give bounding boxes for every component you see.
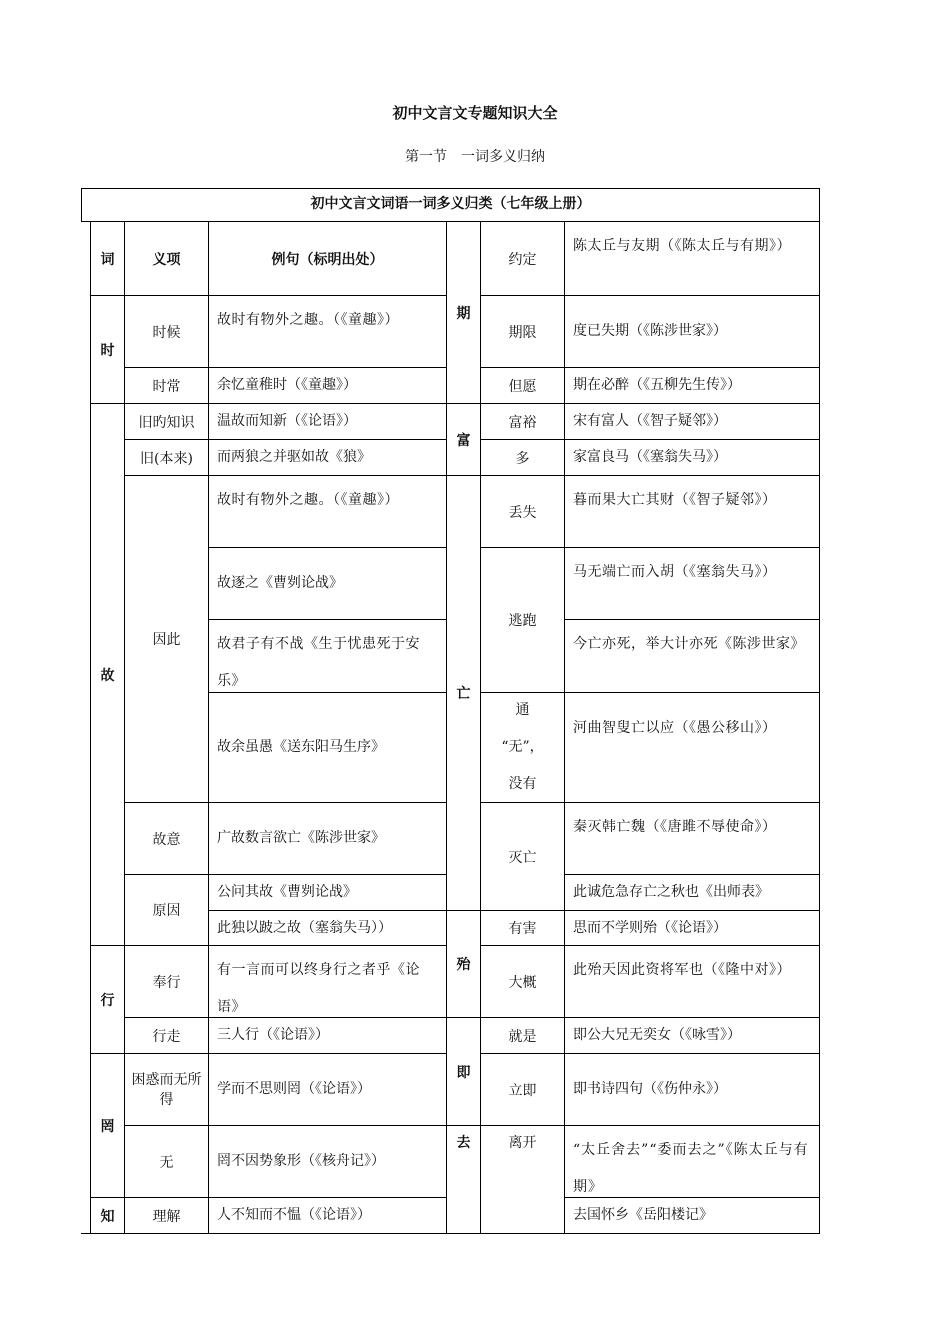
example-qi-2: 度已失期（《陈涉世家》） bbox=[564, 295, 820, 368]
word-wang2: 亡 bbox=[446, 475, 481, 911]
example-fu-1: 宋有富人（《智子疑邻》） bbox=[564, 403, 820, 440]
meaning-wang2-3-line1: 通 bbox=[515, 702, 530, 718]
meaning-wang2-4: 灭亡 bbox=[480, 802, 565, 911]
header-meaning: 义项 bbox=[124, 221, 209, 296]
example-qu-1: “太丘舍去”“委而去之”《陈太丘与有期》 bbox=[564, 1125, 820, 1198]
meaning-gu-5: 原因 bbox=[124, 874, 209, 946]
table-edge-mark bbox=[81, 1233, 90, 1234]
word-wang: 罔 bbox=[90, 1053, 125, 1198]
example-wang2-3: 河曲智叟亡以应（《愚公移山》） bbox=[564, 692, 820, 803]
meaning-qi-3: 但愿 bbox=[480, 367, 565, 404]
example-wang2-4a: 秦灭韩亡魏（《唐雎不辱使命》） bbox=[564, 802, 820, 875]
meaning-zhi-1: 理解 bbox=[124, 1197, 209, 1234]
meaning-wang2-3-line3: 没有 bbox=[508, 776, 537, 792]
example-gu-3a: 故时有物外之趣。（《童趣》） bbox=[208, 475, 447, 548]
word-dai: 殆 bbox=[446, 910, 481, 1018]
example-xing-1: 有一言而可以终身行之者乎《论语》 bbox=[208, 945, 447, 1018]
meaning-qi-2: 期限 bbox=[480, 295, 565, 368]
example-gu-5a: 公问其故《曹刿论战》 bbox=[208, 874, 447, 911]
section-title: 第一节 一词多义归纳 bbox=[405, 149, 545, 165]
word-ji: 即 bbox=[446, 1017, 481, 1126]
meaning-shi-1: 时候 bbox=[124, 295, 209, 368]
meaning-fu-1: 富裕 bbox=[480, 403, 565, 440]
example-ji-2: 即书诗四句（《伤仲永》） bbox=[564, 1053, 820, 1126]
example-dai-1: 思而不学则殆（《论语》） bbox=[564, 910, 820, 946]
meaning-fu-2: 多 bbox=[480, 439, 565, 476]
meaning-wang-1: 困惑而无所得 bbox=[124, 1053, 209, 1126]
word-qu: 去 bbox=[446, 1125, 481, 1234]
example-gu-2: 而两狼之并驱如故《狼》 bbox=[208, 439, 447, 476]
word-xing: 行 bbox=[90, 945, 125, 1054]
example-gu-5b: 此独以跛之故（塞翁失马）） bbox=[208, 910, 447, 946]
meaning-gu-1: 旧旳知识 bbox=[124, 403, 209, 440]
example-wang2-2b: 今亡亦死，举大计亦死《陈涉世家》 bbox=[564, 619, 820, 693]
meaning-ji-2: 立即 bbox=[480, 1053, 565, 1126]
example-qi-3: 期在必醉（《五柳先生传》） bbox=[564, 367, 820, 404]
word-qi: 期 bbox=[446, 221, 481, 404]
meaning-gu-4: 故意 bbox=[124, 802, 209, 875]
word-shi: 时 bbox=[90, 295, 125, 404]
example-shi-2: 余忆童稚时（《童趣》） bbox=[208, 367, 447, 404]
example-shi-1: 故时有物外之趣。（《童趣》） bbox=[208, 295, 447, 368]
meaning-dai-1: 有害 bbox=[480, 910, 565, 946]
example-zhi-1: 人不知而不愠（《论语》） bbox=[208, 1197, 447, 1234]
meaning-qu-1: 离开 bbox=[480, 1125, 565, 1234]
meaning-wang-2: 无 bbox=[124, 1125, 209, 1198]
example-fu-2: 家富良马（《塞翁失马》） bbox=[564, 439, 820, 476]
page-title: 初中文言文专题知识大全 bbox=[392, 104, 558, 122]
example-wang2-4b: 此诚危急存亡之秋也《出师表》 bbox=[564, 874, 820, 911]
example-wang-2: 罔不因势象形（《核舟记》） bbox=[208, 1125, 447, 1198]
header-example: 例句（标明出处） bbox=[208, 221, 447, 296]
meaning-shi-2: 时常 bbox=[124, 367, 209, 404]
meaning-wang2-3 bbox=[480, 692, 565, 803]
meaning-xing-2: 行走 bbox=[124, 1017, 209, 1054]
example-gu-1: 温故而知新（《论语》） bbox=[208, 403, 447, 440]
meaning-wang2-3-line2: “无”， bbox=[501, 739, 544, 755]
word-zhi: 知 bbox=[90, 1197, 125, 1234]
example-dai-2: 此殆天因此资将军也（《隆中对》） bbox=[564, 945, 820, 1018]
example-gu-3c: 故君子有不战《生于忧患死于安乐》 bbox=[208, 619, 447, 693]
meaning-gu-2: 旧(本来) bbox=[124, 439, 209, 476]
meaning-dai-2: 大概 bbox=[480, 945, 565, 1018]
example-wang-1: 学而不思则罔（《论语》） bbox=[208, 1053, 447, 1126]
example-gu-3d: 故余虽愚《送东阳马生序》 bbox=[208, 692, 447, 803]
word-fu: 富 bbox=[446, 403, 481, 476]
meaning-ji-1: 就是 bbox=[480, 1017, 565, 1054]
meaning-wang2-1: 丢失 bbox=[480, 475, 565, 548]
meaning-qi-1: 约定 bbox=[480, 221, 565, 296]
meaning-xing-1: 奉行 bbox=[124, 945, 209, 1018]
example-ji-1: 即公大兄无奕女（《咏雪》） bbox=[564, 1017, 820, 1054]
example-wang2-1: 暮而果大亡其财（《智子疑邻》） bbox=[564, 475, 820, 548]
example-wang2-2a: 马无端亡而入胡（《塞翁失马》） bbox=[564, 547, 820, 620]
header-word: 词 bbox=[90, 221, 125, 296]
meaning-gu-3: 因此 bbox=[124, 475, 209, 803]
example-gu-4: 广故数言欲亡《陈涉世家》 bbox=[208, 802, 447, 875]
example-xing-2: 三人行（《论语》） bbox=[208, 1017, 447, 1054]
word-gu: 故 bbox=[90, 403, 125, 946]
meaning-wang2-2: 逃跑 bbox=[480, 547, 565, 693]
table-caption: 初中文言文词语一词多义归类（七年级上册） bbox=[81, 188, 820, 222]
example-qu-2: 去国怀乡《岳阳楼记》 bbox=[564, 1197, 820, 1234]
example-qi-1: 陈太丘与友期（《陈太丘与有期》） bbox=[564, 221, 820, 296]
example-gu-3b: 故逐之《曹刿论战》 bbox=[208, 547, 447, 620]
